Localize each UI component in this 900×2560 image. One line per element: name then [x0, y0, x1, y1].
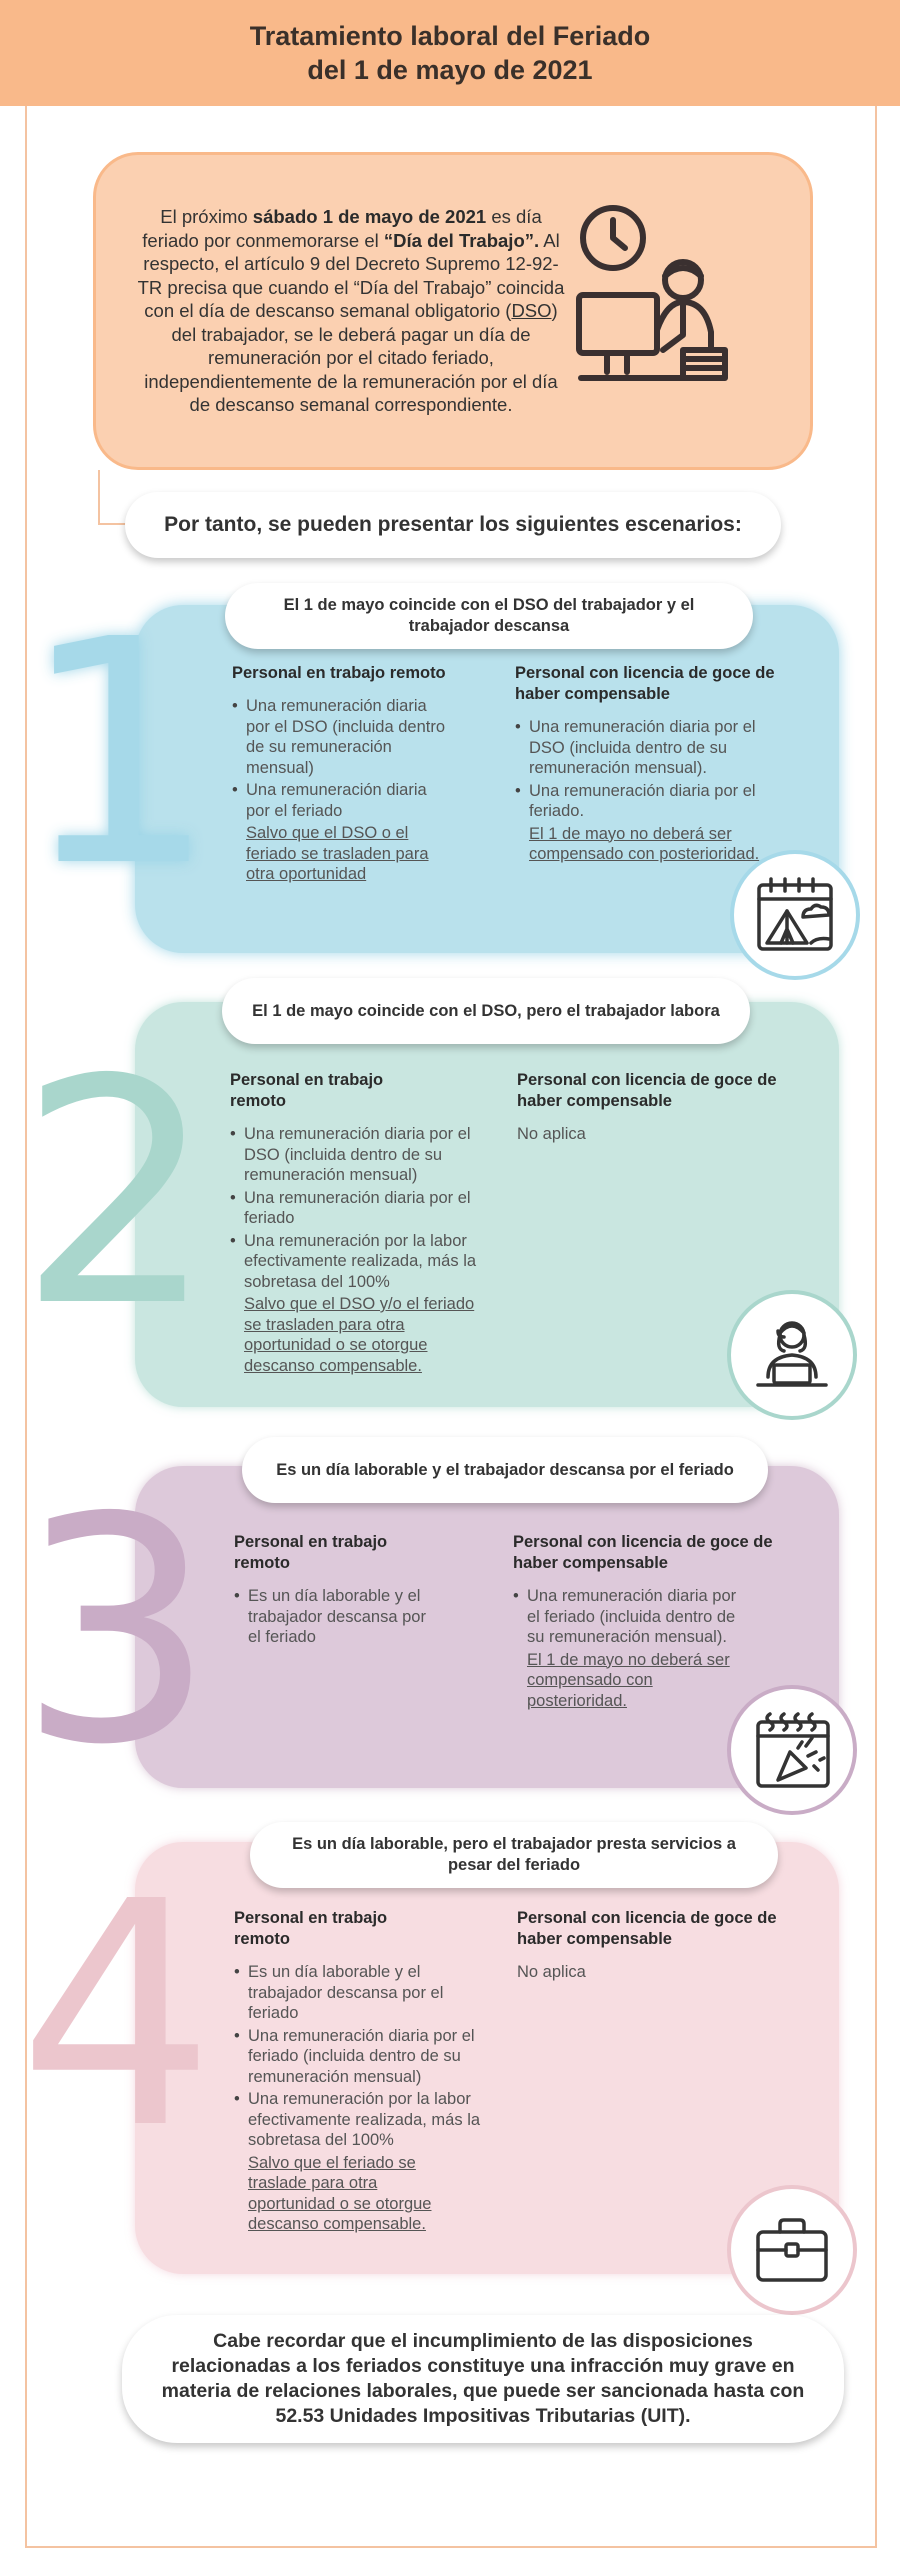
- person-laptop-icon: [750, 1313, 834, 1397]
- scenario-4-title: Es un día laborable, pero el trabajador presta servicios a pesar del feriado: [250, 1822, 778, 1888]
- scenario-1-number: 1: [20, 574, 218, 935]
- scenario-2-number: 2: [18, 1014, 216, 1375]
- list-item: • Una remuneración diaria por el DSO (incluida dentro de su remuneración mensual): [230, 1124, 492, 1186]
- intro-text: El próximo sábado 1 de mayo de 2021 es día feriado por conmemorarse el “Día del Trabajo”. Al respecto, el artículo 9 del Decreto Supremo 12-92-TR precisa que cuando el “Día del Trabajo” coincida con el día de descanso semanal obligatorio (DSO) del trabajador, se le deberá pagar un día de remuneración por el citado feriado, independientemente de la remuneración por el día de descanso semanal correspondiente.: [137, 206, 565, 415]
- list-item: • Una remuneración diaria por el DSO (incluida dentro de su remuneración mensual): [232, 696, 454, 778]
- list-item: • Una remuneración por la labor efectivamente realizada, más la sobretasa del 100%: [234, 2089, 496, 2151]
- scenario-4-number: 4: [18, 1836, 216, 2197]
- list-item: • Una remuneración por la labor efectivamente realizada, más la sobretasa del 100%: [230, 1231, 492, 1293]
- scenario-2-remote-column: [230, 1070, 492, 1376]
- remote-column-title: Personal en trabajo remoto: [234, 1909, 388, 1948]
- scenario-1-icon-circle: [730, 850, 860, 980]
- final-note: Cabe recordar que el incumplimiento de las disposiciones relacionadas a los feriados constituye una infracción muy grave en materia de relaciones laborales, que puede ser sancionada hasta con 52.53 Unidades Impositivas Tributarias (UIT).: [122, 2315, 844, 2443]
- list-item: • Es un día laborable y el trabajador descansa por el feriado: [234, 1962, 496, 2024]
- scenario-4-leave-text: No aplica: [517, 1963, 586, 1981]
- scenario-3-title: Es un día laborable y el trabajador descansa por el feriado: [242, 1437, 768, 1503]
- scenario-1-leave-note: El 1 de mayo no deberá ser compensado con posterioridad.: [529, 824, 760, 863]
- scenario-2-leave-column: [517, 1070, 787, 1145]
- list-item: • Una remuneración diaria por el feriado: [232, 780, 454, 821]
- scenario-2-remote-note: Salvo que el DSO y/o el feriado se trasladen para otra oportunidad o se otorgue descanso compensable.: [244, 1295, 475, 1375]
- scenario-4-leave-column: [517, 1908, 787, 1983]
- page-title: [250, 19, 651, 87]
- list-item: • Una remuneración diaria por el DSO (incluida dentro de su remuneración mensual).: [515, 717, 785, 779]
- scenario-2-title: El 1 de mayo coincide con el DSO, pero el trabajador labora: [222, 978, 750, 1044]
- scenario-1-leave-column: [515, 663, 785, 865]
- scenario-1-title: El 1 de mayo coincide con el DSO del trabajador y el trabajador descansa: [225, 583, 753, 649]
- title-line-1: Tratamiento laboral del Feriado: [249, 21, 651, 51]
- leave-column-title: Personal con licencia de goce de haber compensable: [513, 1533, 773, 1572]
- scenario-1-remote-note: Salvo que el DSO o el feriado se trasladen para otra oportunidad: [246, 824, 429, 883]
- scenario-4-icon-circle: [727, 2185, 857, 2315]
- scenario-4-remote-column: [234, 1908, 496, 2235]
- scenario-2-leave-text: No aplica: [517, 1125, 586, 1143]
- scenario-4-remote-note: Salvo que el feriado se traslade para otra oportunidad o se otorgue descanso compensable.: [248, 2153, 432, 2233]
- page-header: [0, 0, 900, 106]
- remote-column-title: Personal en trabajo remoto: [232, 664, 446, 682]
- remote-column-title: Personal en trabajo remoto: [234, 1533, 388, 1572]
- list-item: • Una remuneración diaria por el feriado.: [515, 781, 785, 822]
- scenario-3-leave-column: [513, 1532, 773, 1711]
- worker-clock-desk-icon: [571, 200, 731, 400]
- scenario-1-remote-column: [232, 663, 454, 885]
- title-line-2: del 1 de mayo de 2021: [307, 55, 593, 85]
- briefcase-icon: [750, 2208, 834, 2292]
- scenario-3-remote-column: [234, 1532, 434, 1650]
- list-item: • Una remuneración diaria por el feriado (incluida dentro de su remuneración mensual).: [513, 1586, 745, 1648]
- scenario-3-number: 3: [18, 1452, 216, 1813]
- calendar-camping-icon: [753, 873, 837, 957]
- calendar-party-icon: [750, 1708, 834, 1792]
- list-item: • Es un día laborable y el trabajador descansa por el feriado: [234, 1586, 434, 1648]
- remote-column-title: Personal en trabajo remoto: [230, 1071, 384, 1110]
- leave-column-title: Personal con licencia de goce de haber compensable: [517, 1071, 777, 1110]
- scenario-3-leave-note: El 1 de mayo no deberá ser compensado con posterioridad.: [527, 1650, 730, 1710]
- leave-column-title: Personal con licencia de goce de haber compensable: [517, 1909, 777, 1948]
- scenario-2-icon-circle: [727, 1290, 857, 1420]
- list-item: • Una remuneración diaria por el feriado: [230, 1188, 492, 1229]
- intro-box: [93, 152, 813, 470]
- scenario-3-icon-circle: [727, 1685, 857, 1815]
- leave-column-title: Personal con licencia de goce de haber compensable: [515, 664, 775, 703]
- scenarios-heading: Por tanto, se pueden presentar los siguientes escenarios:: [125, 492, 781, 558]
- list-item: • Una remuneración diaria por el feriado (incluida dentro de su remuneración mensual): [234, 2026, 496, 2088]
